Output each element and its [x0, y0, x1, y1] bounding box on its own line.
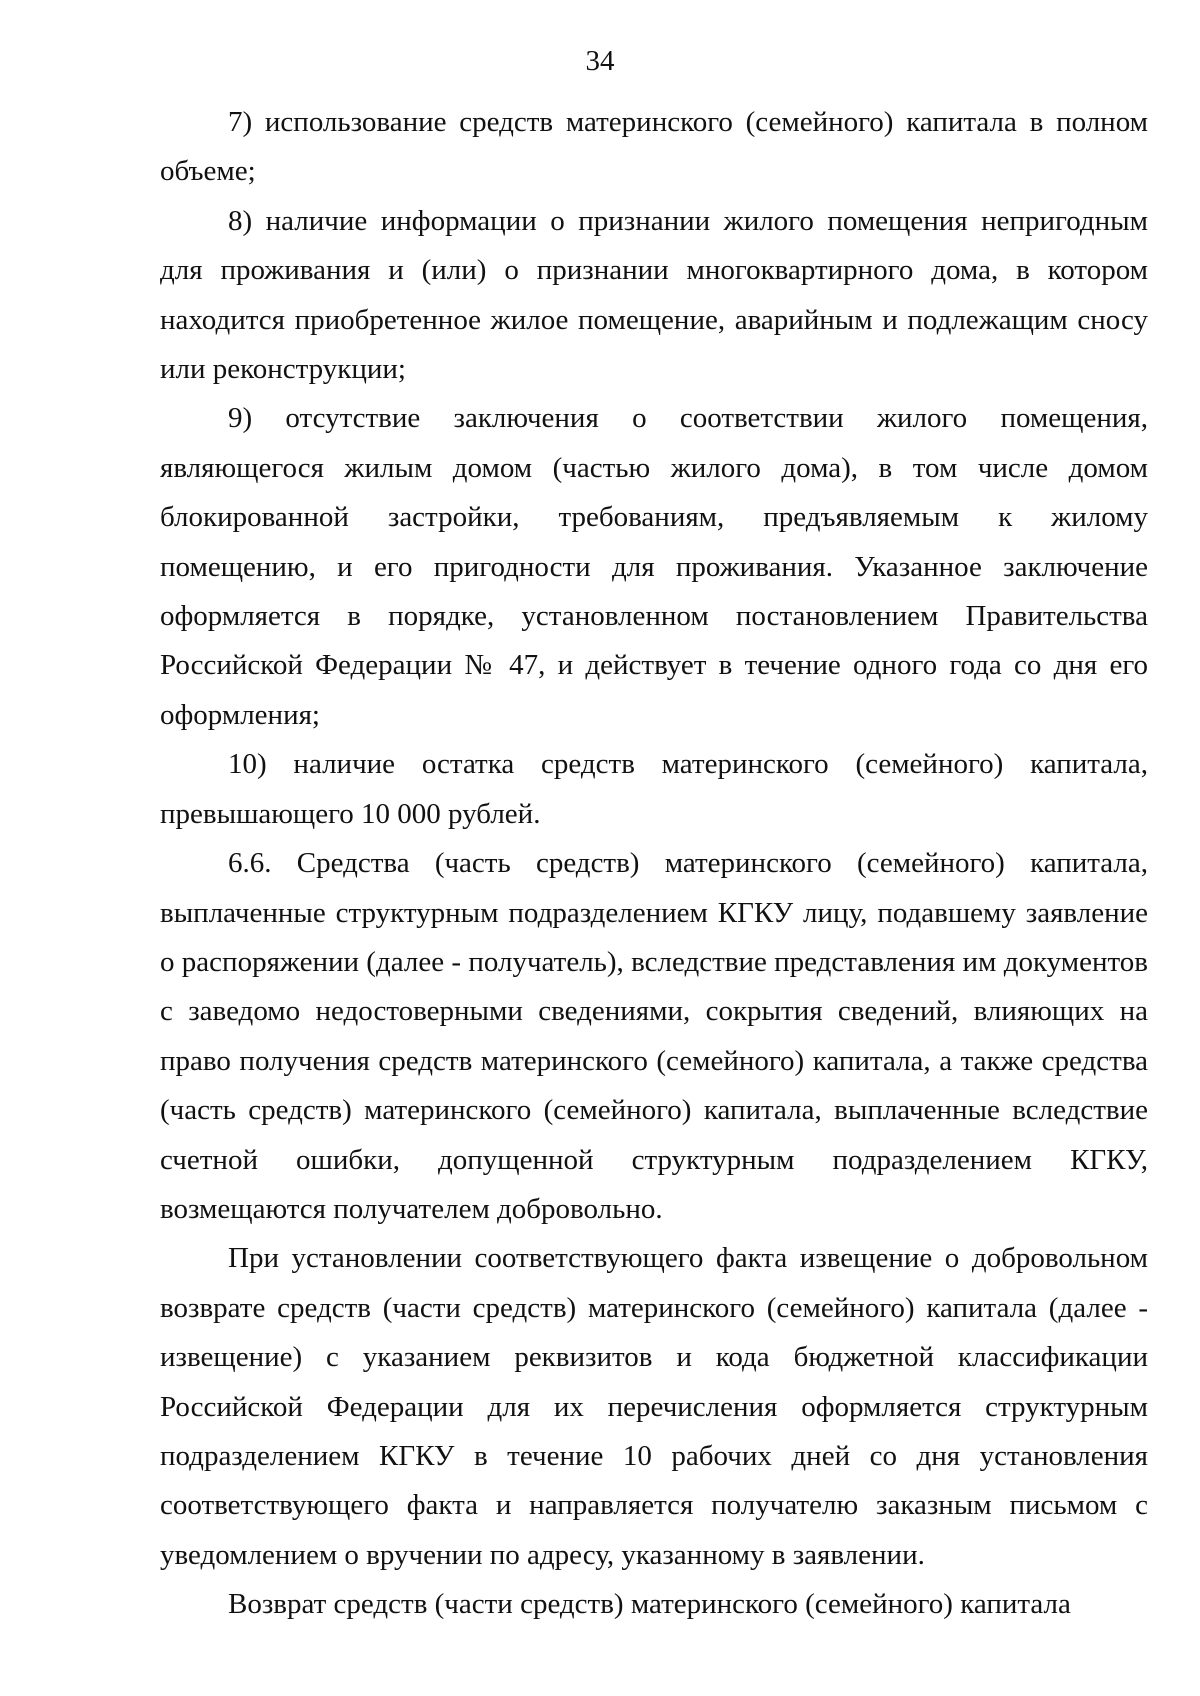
item-7-paragraph: 7) использование средств материнского (семейного) капитала в полном объеме; [160, 106, 1148, 188]
page-number: 34 [585, 45, 615, 77]
section-6-6-paragraph: 6.6. Средства (часть средств) материнского (семейного) капитала, выплаченные структурным подразделением КГКУ лицу, подавшему заявление о распоряжении (далее - получатель), вследствие представления им документов с заведомо недостоверными сведениями, сокрытия сведений, влияющих на право получения средств материнского (семейного) капитала, а также средства (часть средств) материнского (семейного) капитала, выплаченные вследствие счетной ошибки, допущенной структурным подразделением КГКУ, возмещаются получателем добровольно. [160, 847, 1148, 1225]
notice-paragraph: При установлении соответствующего факта извещение о добровольном возврате средств (части средств) материнского (семейного) капитала (далее - извещение) с указанием реквизитов и кода бюджетной классификации Российской Федерации для их перечисления оформляется структурным подразделением КГКУ в течение 10 рабочих дней со дня установления соответствующего факта и направляется получателю заказным письмом с уведомлением о вручении по адресу, указанному в заявлении. [160, 1242, 1148, 1571]
item-10-paragraph: 10) наличие остатка средств материнского (семейного) капитала, превышающего 10 000 рублей. [160, 748, 1148, 830]
item-9-paragraph: 9) отсутствие заключения о соответствии жилого помещения, являющегося жилым домом (частью жилого дома), в том числе домом блокированной застройки, требованиям, предъявляемым к жилому помещению, и его пригодности для проживания. Указанное заключение оформляется в порядке, установленном постановлением Правительства Российской Федерации № 47, и действует в течение одного года со дня его оформления; [160, 402, 1148, 731]
refund-paragraph: Возврат средств (части средств) материнского (семейного) капитала [228, 1588, 1071, 1621]
item-8-paragraph: 8) наличие информации о признании жилого помещения непригодным для проживания и (или) о признании многоквартирного дома, в котором находится приобретенное жилое помещение, аварийным и подлежащим сносу или реконструкции; [160, 204, 1148, 386]
document-body [160, 98, 1148, 1630]
